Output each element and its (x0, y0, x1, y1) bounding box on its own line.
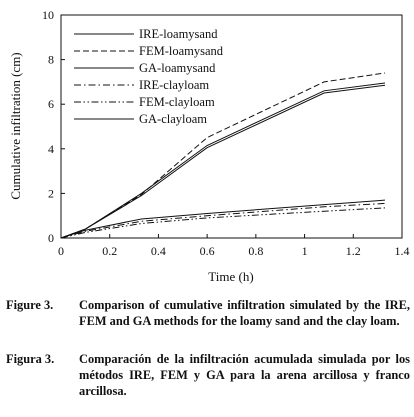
y-axis-ticks (42, 8, 65, 245)
x-tick-label: 1.4 (394, 244, 410, 258)
y-tick-label: 0 (48, 231, 54, 245)
y-tick-label: 6 (48, 97, 54, 112)
figure-caption-english-label: Figure 3. (6, 298, 54, 312)
plot-area-border (61, 15, 402, 238)
legend-label: GA-clayloam (139, 112, 208, 126)
figure-caption-spanish-label: Figura 3. (6, 352, 55, 366)
x-axis-title: Time (h) (208, 269, 254, 284)
y-tick-label: 10 (42, 8, 54, 22)
legend-label: GA-loamysand (139, 61, 216, 75)
series-layer (61, 73, 385, 238)
legend-label: IRE-loamysand (139, 27, 218, 41)
x-tick-label: 0.6 (199, 244, 215, 258)
x-tick-label: 1 (301, 244, 308, 258)
y-axis-title: Cumulative infiltration (cm) (8, 52, 23, 200)
legend-label: FEM-loamysand (139, 44, 224, 58)
figure-caption-spanish-text: Comparación de la infiltración acumulada simulada por los métodos IRE, FEM y GA para la arena arcillosa y franco arcillosa. (79, 352, 410, 398)
x-tick-label: 1.2 (345, 244, 361, 258)
y-tick-label: 4 (48, 141, 54, 156)
legend-label: FEM-clayloam (139, 95, 215, 109)
x-tick-label: 0.8 (248, 244, 264, 258)
series-line-ire-clayloam (61, 203, 385, 238)
plot-frame (61, 15, 402, 238)
figure-caption-spanish (6, 351, 410, 399)
figure-caption-english-text: Comparison of cumulative infiltration simulated by the IRE, FEM and GA methods for the loamy sand and the clay loam. (79, 298, 410, 328)
x-tick-label: 0 (58, 244, 64, 258)
x-tick-label: 0.4 (150, 244, 166, 258)
series-line-ga-loamysand (61, 85, 385, 238)
y-tick-label: 2 (48, 186, 54, 201)
figure-caption-english (6, 297, 410, 329)
x-tick-label: 0.2 (102, 244, 118, 258)
y-tick-label: 8 (48, 52, 54, 67)
legend (74, 27, 224, 126)
legend-label: IRE-clayloam (139, 78, 210, 92)
